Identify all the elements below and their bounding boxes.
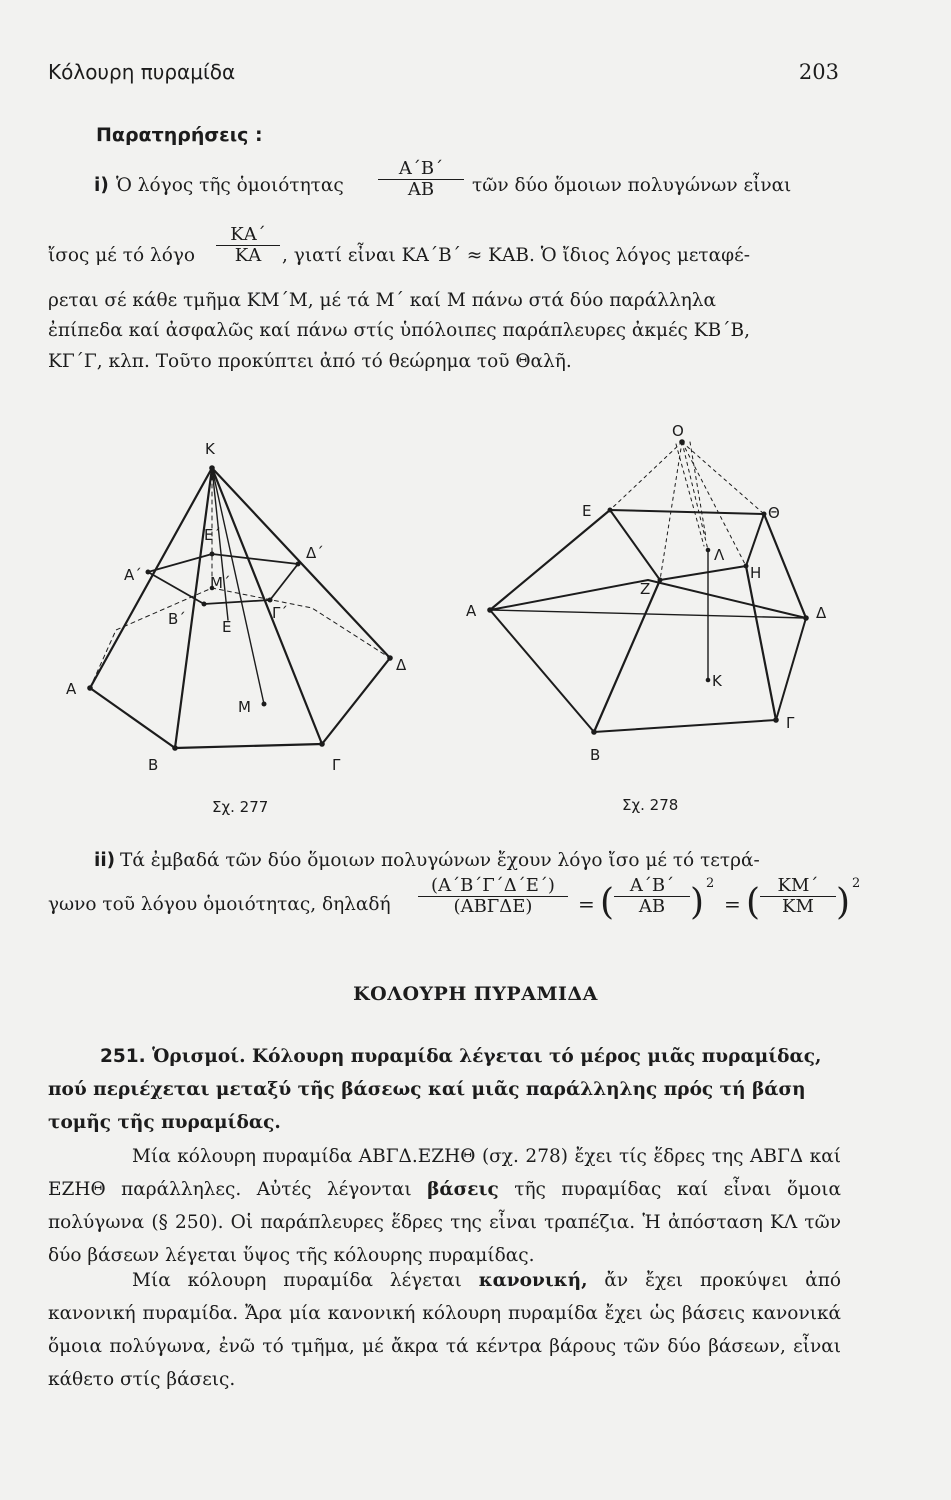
label-G: Γ <box>332 756 341 774</box>
page-number: 203 <box>798 60 839 84</box>
label-K: Κ <box>712 672 722 690</box>
observation-i-label: i) <box>94 175 109 196</box>
label-M: Μ <box>238 698 251 716</box>
label-E: Ε <box>222 618 232 636</box>
label-D-prime: Δ΄ <box>306 544 324 562</box>
observations-heading: Παρατηρήσεις : <box>96 124 263 146</box>
side-ratio-fraction: $\frac{A΄B΄}{AB}$ <box>614 876 690 917</box>
exponent-1: 2 <box>706 876 715 891</box>
observation-i-text-3: ἴσος μέ τό λόγο <box>48 245 196 266</box>
label-B-prime: Β΄ <box>168 610 186 628</box>
label-D: Δ <box>396 656 407 674</box>
observation-i-text-1: Ὁ λόγος τῆς ὁμοιότητας <box>116 175 344 196</box>
label-K: Κ <box>205 440 215 458</box>
running-header-title: Κόλουρη πυραμίδα <box>48 60 236 84</box>
paren-open-2: ( <box>746 882 761 923</box>
observation-i-line-4: ἐπίπεδα καί ἀσφαλῶς καί πάνω στίς ὑπόλοιπες παράπλευρες ἀκμές ΚΒ΄Β, <box>48 320 750 341</box>
label-B: Β <box>590 746 601 764</box>
label-L: Λ <box>714 546 725 564</box>
observation-ii-label: ii) <box>94 850 116 871</box>
area-ratio-fraction: (Α΄Β΄Γ΄Δ΄Ε΄) (ΑΒΓΔΕ) <box>418 876 568 917</box>
observation-i-text-4: , γιατί εἶναι ΚΑ΄Β΄ ≈ ΚΑΒ. Ὁ ἴδιος λόγος μεταφέ- <box>282 245 750 266</box>
figure-277-truncated-pyramid <box>60 430 420 820</box>
definition-line-2: πού περιέχεται μεταξύ τῆς βάσεως καί μιᾶς παράλληλης πρός τή βάση <box>48 1079 806 1100</box>
label-B: Β <box>148 756 159 774</box>
equals-sign-2: = <box>724 892 741 916</box>
paragraph-regular: Μία κόλουρη πυραμίδα λέγεται κανονική, ἄν ἔχει προκύψει ἀπό κανονική πυραμίδα. Ἄρα μία κανονική κόλουρη πυραμίδα ἔχει ὡς βάσεις κανονικά ὅμοια πολύγωνα, ἐνῶ τό τμῆμα, μέ ἄκρα τά κέντρα βάρους τῶν δύο βάσεων, εἶναι κάθετο στίς βάσεις. <box>48 1270 841 1390</box>
paren-close-2: ) <box>836 882 851 923</box>
observation-i-text-2: τῶν δύο ὅμοιων πολυγώνων εἶναι <box>472 175 792 196</box>
label-E: Ε <box>582 502 592 520</box>
definition-line-3: τομῆς τῆς πυραμίδας. <box>48 1112 281 1133</box>
observation-ii-formula-line <box>48 875 861 944</box>
equals-sign-1: = <box>578 892 595 916</box>
label-O: Ο <box>672 422 684 440</box>
label-Z: Ζ <box>640 580 651 598</box>
label-G: Γ <box>786 714 795 732</box>
ratio-fraction-AB: $\frac{A΄B΄}{AB}$ <box>378 159 464 200</box>
definition-number: 251. <box>100 1046 146 1067</box>
observation-ii-text-2: γωνο τοῦ λόγου ὁμοιότητας, δηλαδή <box>48 894 391 915</box>
exponent-2: 2 <box>852 876 861 891</box>
label-Th: Θ <box>768 504 780 522</box>
term-regular: κανονική, <box>478 1270 588 1291</box>
label-M-prime: Μ΄ <box>210 574 231 592</box>
observation-i-line-3: ρεται σέ κάθε τμῆμα ΚΜ΄Μ, μέ τά Μ΄ καί Μ πάνω στά δύο παράλληλα <box>48 290 716 311</box>
label-A: Α <box>66 680 77 698</box>
label-G-prime: Γ΄ <box>272 604 288 622</box>
paren-open-1: ( <box>600 882 615 923</box>
observation-ii-text-1: Τά ἐμβαδά τῶν δύο ὅμοιων πολυγώνων ἔχουν λόγο ἴσο μέ τό τετρά- <box>120 850 760 871</box>
label-A: Α <box>466 602 477 620</box>
section-title: ΚΟΛΟΥΡΗ ΠΥΡΑΜΙΔΑ <box>353 983 598 1005</box>
term-bases: βάσεις <box>427 1179 499 1200</box>
figure-278-truncated-pyramid <box>450 420 850 780</box>
label-H: Η <box>750 564 762 582</box>
figure-277-caption: Σχ. 277 <box>212 798 269 816</box>
definition-line-1: Κόλουρη πυραμίδα λέγεται τό μέρος μιᾶς πυραμίδας, <box>252 1046 822 1067</box>
observation-i-line-5: ΚΓ΄Γ, κλπ. Τοῦτο προκύπτει ἀπό τό θεώρημα τοῦ Θαλῆ. <box>48 351 572 372</box>
figure-278-caption: Σχ. 278 <box>622 796 679 814</box>
ratio-fraction-KA: $\frac{KA΄}{KA}$ <box>216 225 280 266</box>
label-A-prime: Α΄ <box>124 566 142 584</box>
paragraph-bases: Μία κόλουρη πυραμίδα ΑΒΓΔ.ΕΖΗΘ (σχ. 278) ἔχει τίς ἕδρες της ΑΒΓΔ καί ΕΖΗΘ παράλληλες. Αὐτές λέγονται βάσεις τῆς πυραμίδας καί εἶναι ὅμοια πολύγωνα (§ 250). Οἱ παράπλευρες ἕδρες της εἶναι τραπέζια. Ἡ ἀπόσταση ΚΛ τῶν δύο βάσεων λέγεται ὕψος τῆς κόλουρης πυραμίδας. <box>48 1146 841 1266</box>
definition-paragraph <box>48 1040 841 1139</box>
paren-close-1: ) <box>690 882 705 923</box>
label-E-prime: Ε΄ <box>204 526 221 544</box>
label-D: Δ <box>816 604 827 622</box>
definition-title: Ὁρισμοί. <box>152 1046 246 1067</box>
km-ratio-fraction: $\frac{KM΄}{KM}$ <box>760 876 836 917</box>
